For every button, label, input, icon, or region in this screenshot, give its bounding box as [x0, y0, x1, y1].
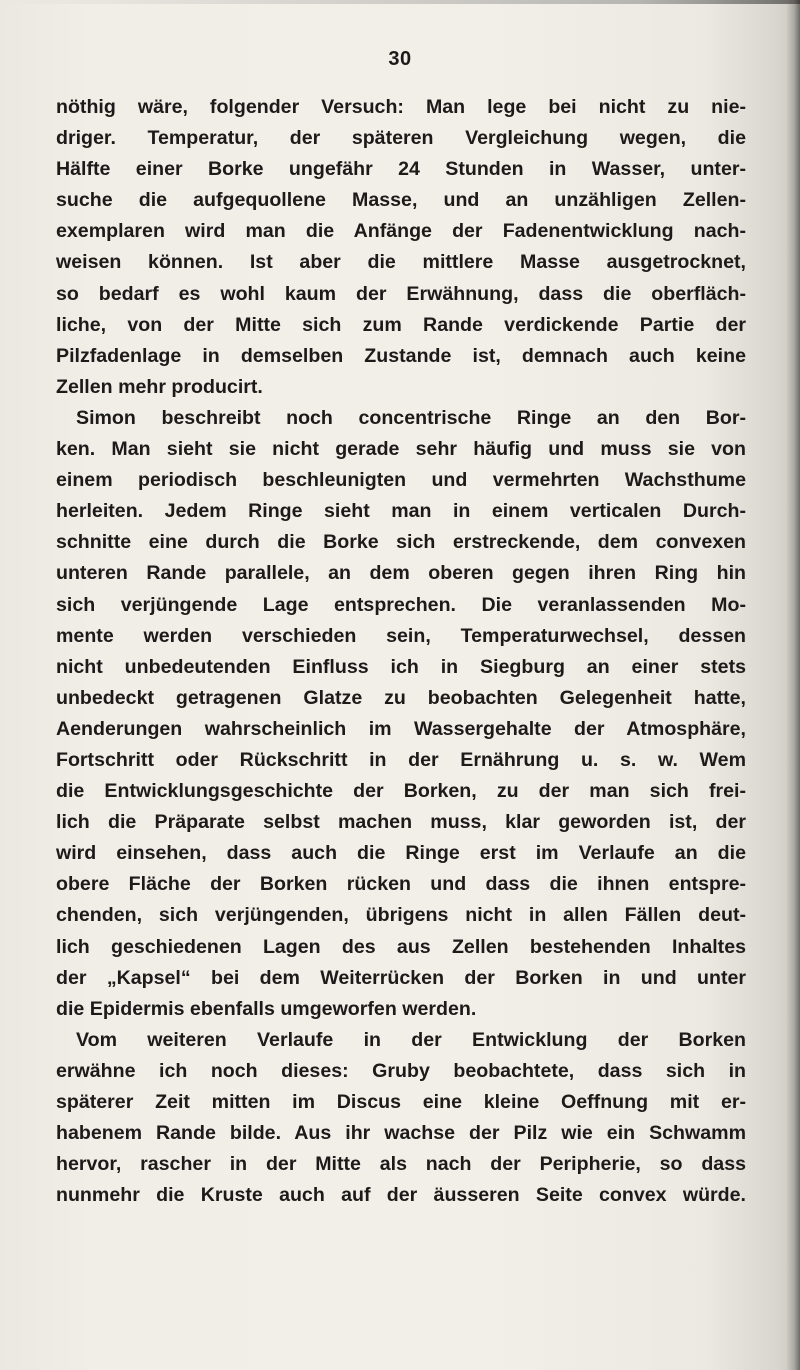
text-line-paragraph-start: Simon beschreibt noch concentrische Ringe an den Bor-: [76, 406, 746, 429]
page-number: 30: [388, 48, 412, 70]
text-line: driger. Temperatur, der späteren Vergleichung wegen, die: [56, 127, 746, 150]
text-line: mente werden verschieden sein, Temperaturwechsel, dessen: [56, 624, 746, 647]
text-line: lich geschiedenen Lagen des aus Zellen bestehenden Inhaltes: [56, 935, 746, 958]
text-line: lich die Präparate selbst machen muss, klar geworden ist, der: [56, 811, 746, 834]
text-line: späterer Zeit mitten im Discus eine kleine Oeffnung mit er-: [56, 1091, 746, 1113]
text-line: Fortschritt oder Rückschritt in der Ernährung u. s. w. Wem: [56, 748, 746, 771]
text-line: unbedeckt getragenen Glatze zu beobachten Gelegenheit hatte,: [56, 686, 746, 709]
text-line: weisen können. Ist aber die mittlere Masse ausgetrocknet,: [56, 251, 746, 274]
text-line-paragraph-end: Zellen mehr producirt.: [56, 375, 263, 398]
text-line: herleiten. Jedem Ringe sieht man in einem verticalen Durch-: [56, 500, 746, 523]
page-binding-shadow: [786, 0, 800, 1370]
text-line: chenden, sich verjüngenden, übrigens nicht in allen Fällen deut-: [56, 904, 746, 927]
text-line: schnitte eine durch die Borke sich erstreckende, dem convexen: [56, 531, 746, 554]
text-line: habenem Rande bilde. Aus ihr wachse der Pilz wie ein Schwamm: [56, 1122, 746, 1145]
text-line: erwähne ich noch dieses: Gruby beobachtete, dass sich in: [56, 1059, 746, 1082]
text-line: sich verjüngende Lage entsprechen. Die veranlassenden Mo-: [56, 593, 746, 616]
page-top-edge: [0, 0, 800, 4]
body-text: [56, 92, 746, 1211]
text-line: nöthig wäre, folgender Versuch: Man lege bei nicht zu nie-: [56, 96, 746, 118]
text-line: hervor, rascher in der Mitte als nach der Peripherie, so dass: [56, 1153, 746, 1176]
text-line: der „Kapsel“ bei dem Weiterrücken der Borken in und unter: [56, 966, 746, 989]
text-line: Pilzfadenlage in demselben Zustande ist, demnach auch keine: [56, 344, 746, 367]
text-line: unteren Rande parallele, an dem oberen gegen ihren Ring hin: [56, 562, 746, 585]
text-line: die Entwicklungsgeschichte der Borken, zu der man sich frei-: [56, 780, 746, 803]
text-line: wird einsehen, dass auch die Ringe erst im Verlaufe an die: [56, 842, 746, 865]
text-line: Hälfte einer Borke ungefähr 24 Stunden in Wasser, unter-: [56, 158, 746, 181]
text-line: exemplaren wird man die Anfänge der Fadenentwicklung nach-: [56, 220, 746, 243]
text-line: suche die aufgequollene Masse, und an unzähligen Zellen-: [56, 189, 746, 212]
text-line-paragraph-start: Vom weiteren Verlaufe in der Entwicklung der Borken: [76, 1028, 746, 1051]
text-line-paragraph-end: die Epidermis ebenfalls umgeworfen werden.: [56, 997, 477, 1020]
text-line: einem periodisch beschleunigten und vermehrten Wachsthume: [56, 469, 746, 492]
text-line: Aenderungen wahrscheinlich im Wassergehalte der Atmosphäre,: [56, 717, 746, 740]
text-line: nunmehr die Kruste auch auf der äusseren Seite convex würde.: [56, 1184, 746, 1207]
text-line: liche, von der Mitte sich zum Rande verdickende Partie der: [56, 313, 746, 336]
text-line: nicht unbedeutenden Einfluss ich in Siegburg an einer stets: [56, 655, 746, 678]
text-line: ken. Man sieht sie nicht gerade sehr häufig und muss sie von: [56, 438, 746, 461]
text-line: obere Fläche der Borken rücken und dass die ihnen entspre-: [56, 873, 746, 896]
text-line: so bedarf es wohl kaum der Erwähnung, dass die oberfläch-: [56, 282, 746, 305]
